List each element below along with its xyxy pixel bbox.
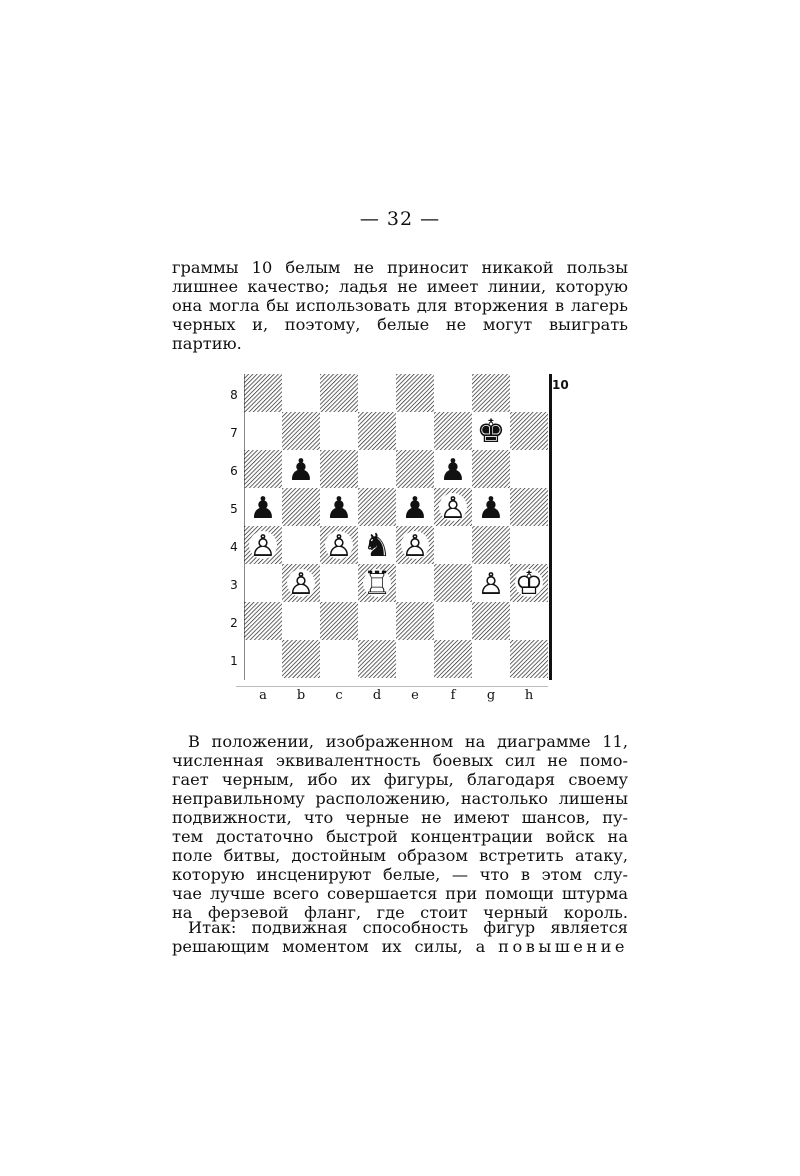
black-king-g7: ♚: [476, 412, 506, 450]
square-e6: [396, 450, 434, 488]
square-a6: [244, 450, 282, 488]
file-label: g: [486, 688, 496, 703]
text-line: В положении, изображенном на диаграмме 11,: [188, 732, 628, 751]
white-pawn-c4: ♙: [325, 529, 353, 564]
square-a3: [244, 564, 282, 602]
square-f4: [434, 526, 472, 564]
square-b7: [282, 412, 320, 450]
file-label: c: [335, 688, 343, 703]
chessboard: [244, 374, 552, 682]
rank-label: 1: [230, 654, 238, 668]
square-f7: [434, 412, 472, 450]
paragraph-intro: [172, 258, 628, 353]
square-d6: [358, 450, 396, 488]
paragraph-conclusion: [172, 918, 628, 956]
white-pawn-e4: ♙: [401, 529, 429, 564]
rank-label: 7: [230, 426, 238, 440]
file-label: e: [411, 688, 419, 703]
square-h5: [510, 488, 548, 526]
black-pawn-e5: ♟: [401, 491, 429, 526]
square-a1: [244, 640, 282, 678]
file-label: f: [450, 688, 456, 703]
square-e3: [396, 564, 434, 602]
text-line: которую инсценируют белые, — что в этом слу-: [172, 865, 628, 884]
square-d1: [358, 640, 396, 678]
text-line: Итак: подвижная способность фигур является: [188, 918, 628, 937]
square-a7: [244, 412, 282, 450]
white-rook-d3: ♖: [362, 564, 392, 602]
text-line: [172, 937, 628, 956]
white-king-h3: ♔: [514, 564, 544, 602]
white-pawn-f5: ♙: [439, 491, 467, 526]
square-h7: [510, 412, 548, 450]
text-line: чае лучше всего совершается при помощи штурма: [172, 884, 628, 903]
square-d2: [358, 602, 396, 640]
white-pawn-b3: ♙: [287, 567, 315, 602]
black-pawn-f6: ♟: [439, 453, 467, 488]
black-knight-d4: ♞: [362, 526, 392, 564]
square-e1: [396, 640, 434, 678]
rank-label: 6: [230, 464, 238, 478]
square-h8: [510, 374, 548, 412]
square-c6: [320, 450, 358, 488]
square-f2: [434, 602, 472, 640]
square-e7: [396, 412, 434, 450]
text-line: партию.: [172, 334, 242, 353]
file-label: h: [524, 688, 534, 703]
square-g6: [472, 450, 510, 488]
square-d5: [358, 488, 396, 526]
file-label: a: [259, 688, 267, 703]
square-f1: [434, 640, 472, 678]
square-h4: [510, 526, 548, 564]
square-f3: [434, 564, 472, 602]
square-b5: [282, 488, 320, 526]
square-c7: [320, 412, 358, 450]
square-c3: [320, 564, 358, 602]
text-line: она могла бы использовать для вторжения в лагерь: [172, 296, 628, 315]
text-line: черных и, поэтому, белые не могут выиграть: [172, 315, 628, 334]
white-pawn-a4: ♙: [249, 529, 277, 564]
square-h6: [510, 450, 548, 488]
file-axis-line: [236, 686, 548, 687]
page-number: — 32 —: [359, 208, 441, 230]
square-b2: [282, 602, 320, 640]
text-line: лишнее качество; ладья не имеет линии, которую: [172, 277, 628, 296]
square-f8: [434, 374, 472, 412]
square-h2: [510, 602, 548, 640]
square-b1: [282, 640, 320, 678]
text-line: неправильному расположению, настолько лишены: [172, 789, 628, 808]
text-line: поле битвы, достойным образом встретить атаку,: [172, 846, 628, 865]
square-c8: [320, 374, 358, 412]
chess-diagram: [228, 374, 588, 710]
text-line: численная эквивалентность боевых сил не помо-: [172, 751, 628, 770]
white-pawn-g3: ♙: [477, 567, 505, 602]
square-h1: [510, 640, 548, 678]
black-pawn-a5: ♟: [249, 491, 277, 526]
square-g1: [472, 640, 510, 678]
square-c1: [320, 640, 358, 678]
diagram-number: 10: [552, 378, 569, 392]
rank-label: 3: [230, 578, 238, 592]
square-g8: [472, 374, 510, 412]
text-fragment: решающим моментом их силы, а: [172, 937, 486, 956]
text-line: подвижности, что черные не имеют шансов, пу-: [172, 808, 628, 827]
text-line: гает черным, ибо их фигуры, благодаря своему: [172, 770, 628, 789]
text-line: на ферзевой фланг, где стоит черный король.: [172, 903, 628, 922]
black-pawn-b6: ♟: [287, 453, 315, 488]
file-label: d: [372, 688, 382, 703]
text-line: граммы 10 белым не приносит никакой пользы: [172, 258, 628, 277]
square-a8: [244, 374, 282, 412]
rank-label: 5: [230, 502, 238, 516]
paragraph-main: [172, 732, 628, 922]
square-d7: [358, 412, 396, 450]
square-d8: [358, 374, 396, 412]
square-e8: [396, 374, 434, 412]
square-c2: [320, 602, 358, 640]
black-pawn-g5: ♟: [477, 491, 505, 526]
rank-label: 4: [230, 540, 238, 554]
spaced-emphasis: повышение: [498, 937, 628, 956]
rank-label: 8: [230, 388, 238, 402]
square-g2: [472, 602, 510, 640]
rank-label: 2: [230, 616, 238, 630]
black-pawn-c5: ♟: [325, 491, 353, 526]
square-g4: [472, 526, 510, 564]
square-b4: [282, 526, 320, 564]
file-label: b: [296, 688, 306, 703]
square-b8: [282, 374, 320, 412]
square-e2: [396, 602, 434, 640]
square-a2: [244, 602, 282, 640]
text-line: тем достаточно быстрой концентрации войск на: [172, 827, 628, 846]
